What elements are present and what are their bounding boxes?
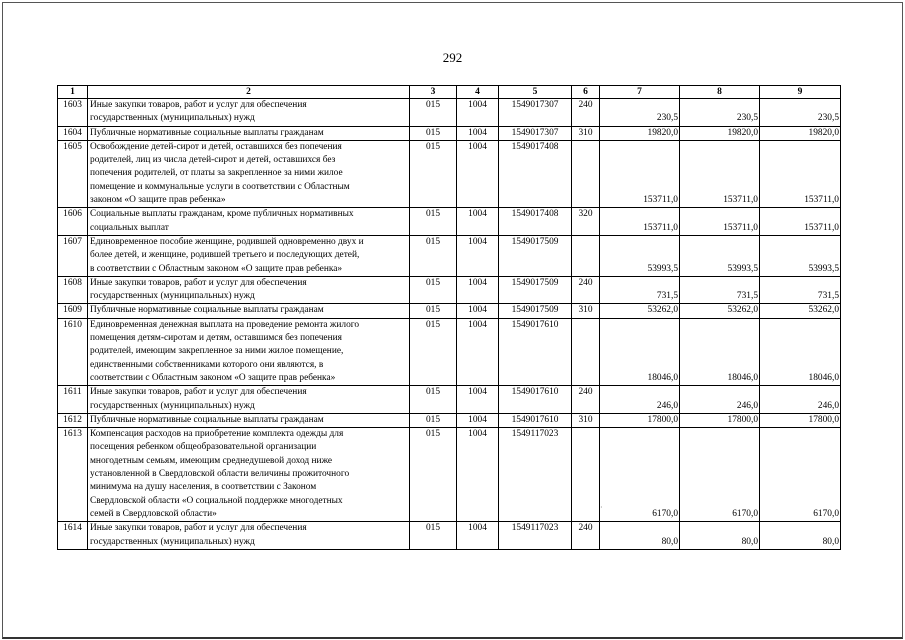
row-number-cell: 1611 (58, 386, 88, 414)
amount-cell: 19820,0 (600, 126, 680, 140)
ministry-code-cell: 015 (410, 126, 457, 140)
section-code-cell: 1004 (457, 304, 499, 318)
amount-cell: 53993,5 (600, 235, 680, 276)
amount-cell: 17800,0 (760, 413, 841, 427)
row-number-cell: 1604 (58, 126, 88, 140)
amount-cell: 153711,0 (680, 140, 760, 207)
amount-cell: 53993,5 (760, 235, 841, 276)
section-code-cell: 1004 (457, 428, 499, 522)
ministry-code-cell: 015 (410, 413, 457, 427)
section-code-cell: 1004 (457, 276, 499, 304)
row-number-cell: 1607 (58, 235, 88, 276)
description-cell: Единовременная денежная выплата на проведение ремонта жилого помещения детям-сиротам и детям, оставшимся без попечения родителей, имеющим закрепленное за ними жилое помещение, единственными собственниками которого они являются, в соответствии с Областным законом «О защите прав ребенка» (88, 318, 410, 385)
amount-cell: 17800,0 (680, 413, 760, 427)
amount-cell: 18046,0 (600, 318, 680, 385)
amount-cell: 53993,5 (680, 235, 760, 276)
expense-type-cell: 240 (572, 522, 600, 550)
ministry-code-cell: 015 (410, 208, 457, 236)
description-cell: Иные закупки товаров, работ и услуг для обеспечения государственных (муниципальных) нужд (88, 99, 410, 127)
amount-cell: 6170,0 (680, 428, 760, 522)
ministry-code-cell: 015 (410, 140, 457, 207)
expense-type-cell: 240 (572, 99, 600, 127)
amount-cell: 246,0 (680, 386, 760, 414)
target-article-cell: 1549117023 (499, 522, 572, 550)
table-row (58, 276, 841, 304)
expense-type-cell (572, 140, 600, 207)
column-header: 2 (88, 86, 410, 99)
amount-cell: 731,5 (680, 276, 760, 304)
description-cell: Социальные выплаты гражданам, кроме публичных нормативных социальных выплат (88, 208, 410, 236)
expense-type-cell: 310 (572, 413, 600, 427)
expense-type-cell: 240 (572, 386, 600, 414)
ministry-code-cell: 015 (410, 318, 457, 385)
target-article-cell: 1549017307 (499, 99, 572, 127)
target-article-cell: 1549117023 (499, 428, 572, 522)
table-row (58, 126, 841, 140)
target-article-cell: 1549017610 (499, 318, 572, 385)
ministry-code-cell: 015 (410, 386, 457, 414)
amount-cell: 80,0 (600, 522, 680, 550)
section-code-cell: 1004 (457, 386, 499, 414)
target-article-cell: 1549017408 (499, 140, 572, 207)
column-header: 6 (572, 86, 600, 99)
description-cell: Компенсация расходов на приобретение комплекта одежды для посещения ребенком общеобразовательной организации многодетным семьям, имеющим среднедушевой доход ниже установленной в Свердловской области величины прожиточного минимума на душу населения, в соответствии с Законом Свердловской области «О социальной поддержке многодетных семей в Свердловской области» (88, 428, 410, 522)
description-cell: Иные закупки товаров, работ и услуг для обеспечения государственных (муниципальных) нужд (88, 522, 410, 550)
amount-cell: 153711,0 (600, 140, 680, 207)
table-header-row (58, 86, 841, 99)
column-header: 3 (410, 86, 457, 99)
amount-cell: 731,5 (760, 276, 841, 304)
amount-cell: 53262,0 (760, 304, 841, 318)
table-row (58, 318, 841, 385)
section-code-cell: 1004 (457, 140, 499, 207)
amount-cell: 246,0 (600, 386, 680, 414)
expense-type-cell: 310 (572, 126, 600, 140)
amount-cell: 246,0 (760, 386, 841, 414)
expense-type-cell: 310 (572, 304, 600, 318)
target-article-cell: 1549017307 (499, 126, 572, 140)
target-article-cell: 1549017509 (499, 235, 572, 276)
row-number-cell: 1610 (58, 318, 88, 385)
row-number-cell: 1603 (58, 99, 88, 127)
ministry-code-cell: 015 (410, 276, 457, 304)
column-header: 5 (499, 86, 572, 99)
amount-cell: 18046,0 (680, 318, 760, 385)
column-header: 8 (680, 86, 760, 99)
row-number-cell: 1612 (58, 413, 88, 427)
column-header: 9 (760, 86, 841, 99)
section-code-cell: 1004 (457, 208, 499, 236)
table-row (58, 235, 841, 276)
description-cell: Иные закупки товаров, работ и услуг для обеспечения государственных (муниципальных) нужд (88, 386, 410, 414)
description-cell: Освобождение детей-сирот и детей, оставшихся без попечения родителей, лиц из числа детей-сирот и детей, оставшихся без попечения родителей, от платы за закрепленное за ними жилое помещение и коммунальные услуги в соответствии с Областным законом «О защите прав ребенка» (88, 140, 410, 207)
ministry-code-cell: 015 (410, 99, 457, 127)
amount-cell: 153711,0 (760, 140, 841, 207)
target-article-cell: 1549017408 (499, 208, 572, 236)
table-row (58, 140, 841, 207)
amount-cell: 53262,0 (680, 304, 760, 318)
row-number-cell: 1606 (58, 208, 88, 236)
table-row (58, 386, 841, 414)
column-header: 7 (600, 86, 680, 99)
table-row (58, 208, 841, 236)
ministry-code-cell: 015 (410, 304, 457, 318)
amount-cell: 80,0 (680, 522, 760, 550)
expense-type-cell (572, 318, 600, 385)
section-code-cell: 1004 (457, 522, 499, 550)
amount-cell: 230,5 (760, 99, 841, 127)
expense-type-cell: 320 (572, 208, 600, 236)
section-code-cell: 1004 (457, 235, 499, 276)
description-cell: Единовременное пособие женщине, родившей одновременно двух и более детей, и женщине, родившей третьего и последующих детей, в соответствии с Областным законом «О защите прав ребенка» (88, 235, 410, 276)
amount-cell: 18046,0 (760, 318, 841, 385)
amount-cell: 153711,0 (600, 208, 680, 236)
expense-type-cell (572, 428, 600, 522)
column-header: 4 (457, 86, 499, 99)
amount-cell: 230,5 (600, 99, 680, 127)
row-number-cell: 1609 (58, 304, 88, 318)
column-header: 1 (58, 86, 88, 99)
row-number-cell: 1608 (58, 276, 88, 304)
row-number-cell: 1613 (58, 428, 88, 522)
table-row (58, 522, 841, 550)
table-row (58, 413, 841, 427)
budget-table (57, 85, 841, 550)
section-code-cell: 1004 (457, 318, 499, 385)
expense-type-cell: 240 (572, 276, 600, 304)
table-row (58, 428, 841, 522)
target-article-cell: 1549017509 (499, 276, 572, 304)
amount-cell: 6170,0 (760, 428, 841, 522)
scan-speck: · (600, 503, 603, 512)
amount-cell: 230,5 (680, 99, 760, 127)
description-cell: Иные закупки товаров, работ и услуг для обеспечения государственных (муниципальных) нужд (88, 276, 410, 304)
amount-cell: 19820,0 (760, 126, 841, 140)
ministry-code-cell: 015 (410, 235, 457, 276)
amount-cell: 80,0 (760, 522, 841, 550)
amount-cell: 53262,0 (600, 304, 680, 318)
table-row (58, 304, 841, 318)
amount-cell: 19820,0 (680, 126, 760, 140)
description-cell: Публичные нормативные социальные выплаты гражданам (88, 126, 410, 140)
amount-cell: 17800,0 (600, 413, 680, 427)
row-number-cell: 1614 (58, 522, 88, 550)
section-code-cell: 1004 (457, 99, 499, 127)
ministry-code-cell: 015 (410, 428, 457, 522)
target-article-cell: 1549017610 (499, 386, 572, 414)
expense-type-cell (572, 235, 600, 276)
amount-cell: 6170,0 (600, 428, 680, 522)
amount-cell: 153711,0 (680, 208, 760, 236)
ministry-code-cell: 015 (410, 522, 457, 550)
description-cell: Публичные нормативные социальные выплаты гражданам (88, 413, 410, 427)
page-number: 292 (442, 50, 463, 65)
section-code-cell: 1004 (457, 413, 499, 427)
target-article-cell: 1549017610 (499, 413, 572, 427)
table-row (58, 99, 841, 127)
description-cell: Публичные нормативные социальные выплаты гражданам (88, 304, 410, 318)
row-number-cell: 1605 (58, 140, 88, 207)
target-article-cell: 1549017509 (499, 304, 572, 318)
section-code-cell: 1004 (457, 126, 499, 140)
amount-cell: 153711,0 (760, 208, 841, 236)
amount-cell: 731,5 (600, 276, 680, 304)
